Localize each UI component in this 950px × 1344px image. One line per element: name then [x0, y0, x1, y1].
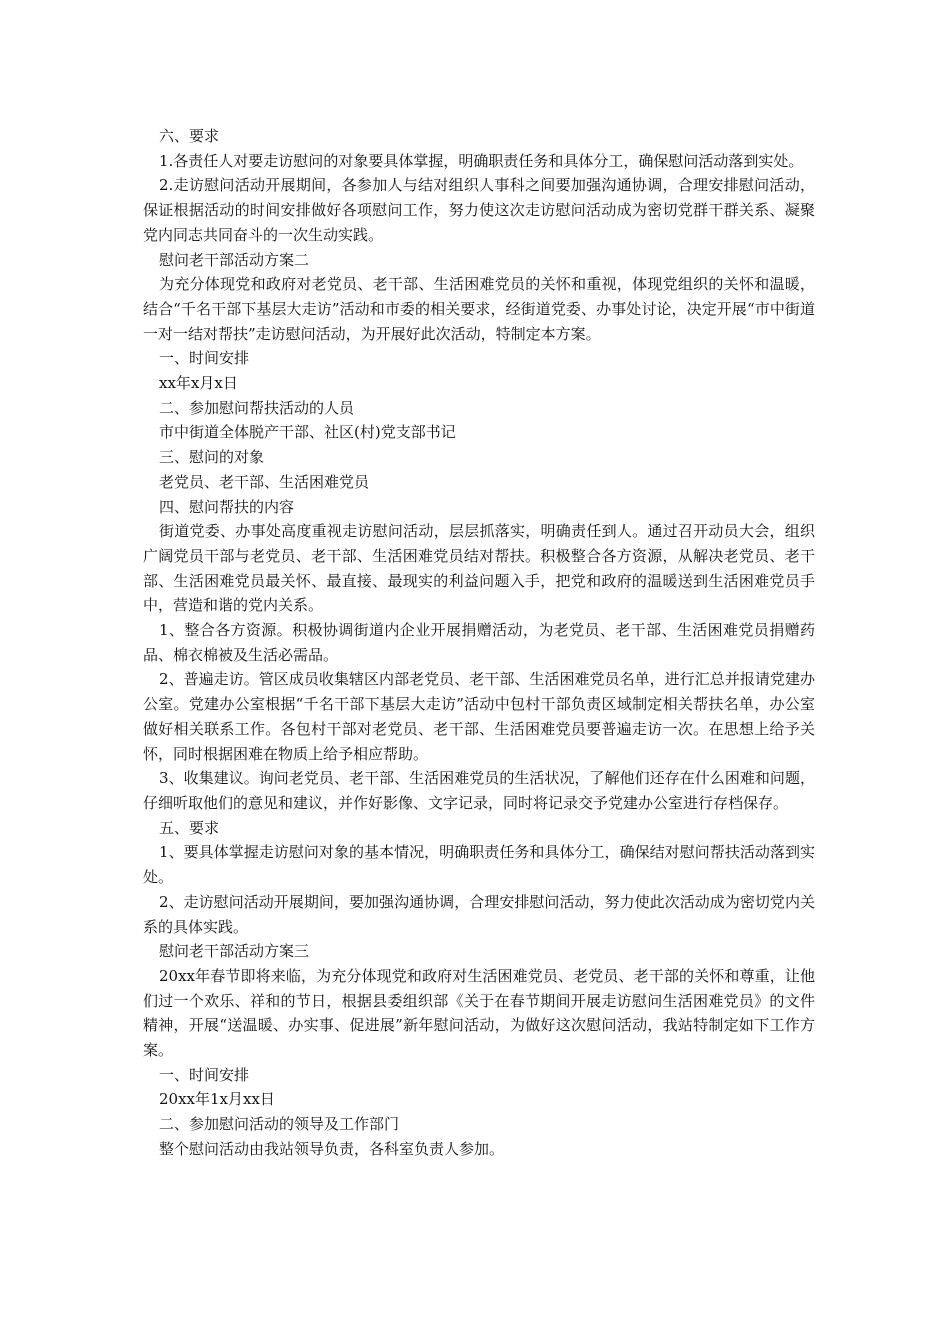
paragraph-requirement-5-1: 1、要具体掌握走访慰问对象的基本情况，明确职责任务和具体分工，确保结对慰问帮扶活动落到实处。 — [143, 843, 815, 887]
section-heading-content: 四、慰问帮扶的内容 — [159, 497, 295, 516]
paragraph-leaders: 整个慰问活动由我站领导负责，各科室负责人参加。 — [159, 1139, 505, 1158]
section-heading-participants: 二、参加慰问帮扶活动的人员 — [159, 398, 355, 417]
section-heading-schedule: 一、时间安排 — [159, 349, 250, 368]
section-heading-schedule-3: 一、时间安排 — [159, 1065, 250, 1084]
paragraph-plan-3-intro: 20xx年春节即将来临，为充分体现党和政府对生活困难党员、老党员、老干部的关怀和尊重，让他们过一个欢乐、祥和的节日，根据县委组织部《关于在春节期间开展走访慰问生活困难党员》的文件精神，开展“送温暖、办实事、促进展”新年慰问活动，为做好这次慰问活动，我站特制定如下工作方案。 — [143, 966, 815, 1060]
paragraph-content-item-2: 2、普遍走访。管区成员收集辖区内部老党员、老干部、生活困难党员名单，进行汇总并报请党建办公室。党建办公室根据“千名干部下基层大走访”活动中包村干部负责区域制定相关帮扶名单，办公室做好相关联系工作。各包村干部对老党员、老干部、生活困难党员要普遍走访一次。在思想上给予关怀，同时根据困难在物质上给予相应帮助。 — [143, 670, 815, 763]
plan-title-3: 慰问老干部活动方案三 — [159, 942, 310, 961]
section-heading-leaders: 二、参加慰问活动的领导及工作部门 — [159, 1115, 400, 1134]
document-page — [143, 124, 815, 1162]
paragraph-plan-2-intro: 为充分体现党和政府对老党员、老干部、生活困难党员的关怀和重视，体现党组织的关怀和温暖，结合“千名干部下基层大走访”活动和市委的相关要求，经街道党委、办事处讨论，决定开展“市中街道一对一结对帮扶”走访慰问活动，为开展好此次活动，特制定本方案。 — [143, 275, 815, 343]
paragraph-content-overview: 街道党委、办事处高度重视走访慰问活动，层层抓落实，明确责任到人。通过召开动员大会，组织广阔党员干部与老党员、老干部、生活困难党员结对帮扶。积极整合各方资源，从解决老党员、老干部、生活困难党员最关怀、最直接、最现实的利益问题入手，把党和政府的温暖送到生活困难党员手中，营造和谐的党内关系。 — [143, 522, 815, 615]
paragraph-content-item-1: 1、整合各方资源。积极协调街道内企业开展捐赠活动，为老党员、老干部、生活困难党员捐赠药品、棉衣棉被及生活必需品。 — [143, 621, 815, 664]
paragraph-schedule-date: xx年x月x日 — [159, 374, 238, 393]
paragraph-requirement-5-2: 2、走访慰问活动开展期间，要加强沟通协调，合理安排慰问活动，努力使此次活动成为密切党内关系的具体实践。 — [143, 892, 815, 936]
paragraph-schedule-date-3: 20xx年1x月xx日 — [159, 1090, 275, 1109]
section-heading-requirements-6: 六、要求 — [159, 127, 220, 145]
plan-title-2: 慰问老干部活动方案二 — [159, 250, 310, 269]
paragraph-requirement-1: 1.各责任人对要走访慰问的对象要具体掌握，明确职责任务和具体分工，确保慰问活动落到实处。 — [159, 151, 804, 170]
paragraph-participants: 市中街道全体脱产干部、社区(村)党支部书记 — [159, 423, 456, 442]
paragraph-targets: 老党员、老干部、生活困难党员 — [159, 472, 370, 491]
section-heading-requirements-5: 五、要求 — [159, 818, 220, 837]
paragraph-requirement-2: 2.走访慰问活动开展期间，各参加人与结对组织人事科之间要加强沟通协调，合理安排慰问活动，保证根据活动的时间安排做好各项慰问工作，努力使这次走访慰问活动成为密切党群干群关系、凝聚党内同志共同奋斗的一次生动实践。 — [143, 176, 815, 244]
section-heading-targets: 三、慰问的对象 — [159, 448, 265, 467]
paragraph-content-item-3: 3、收集建议。询问老党员、老干部、生活困难党员的生活状况，了解他们还存在什么困难和问题，仔细听取他们的意见和建议，并作好影像、文字记录，同时将记录交予党建办公室进行存档保存。 — [143, 769, 815, 812]
